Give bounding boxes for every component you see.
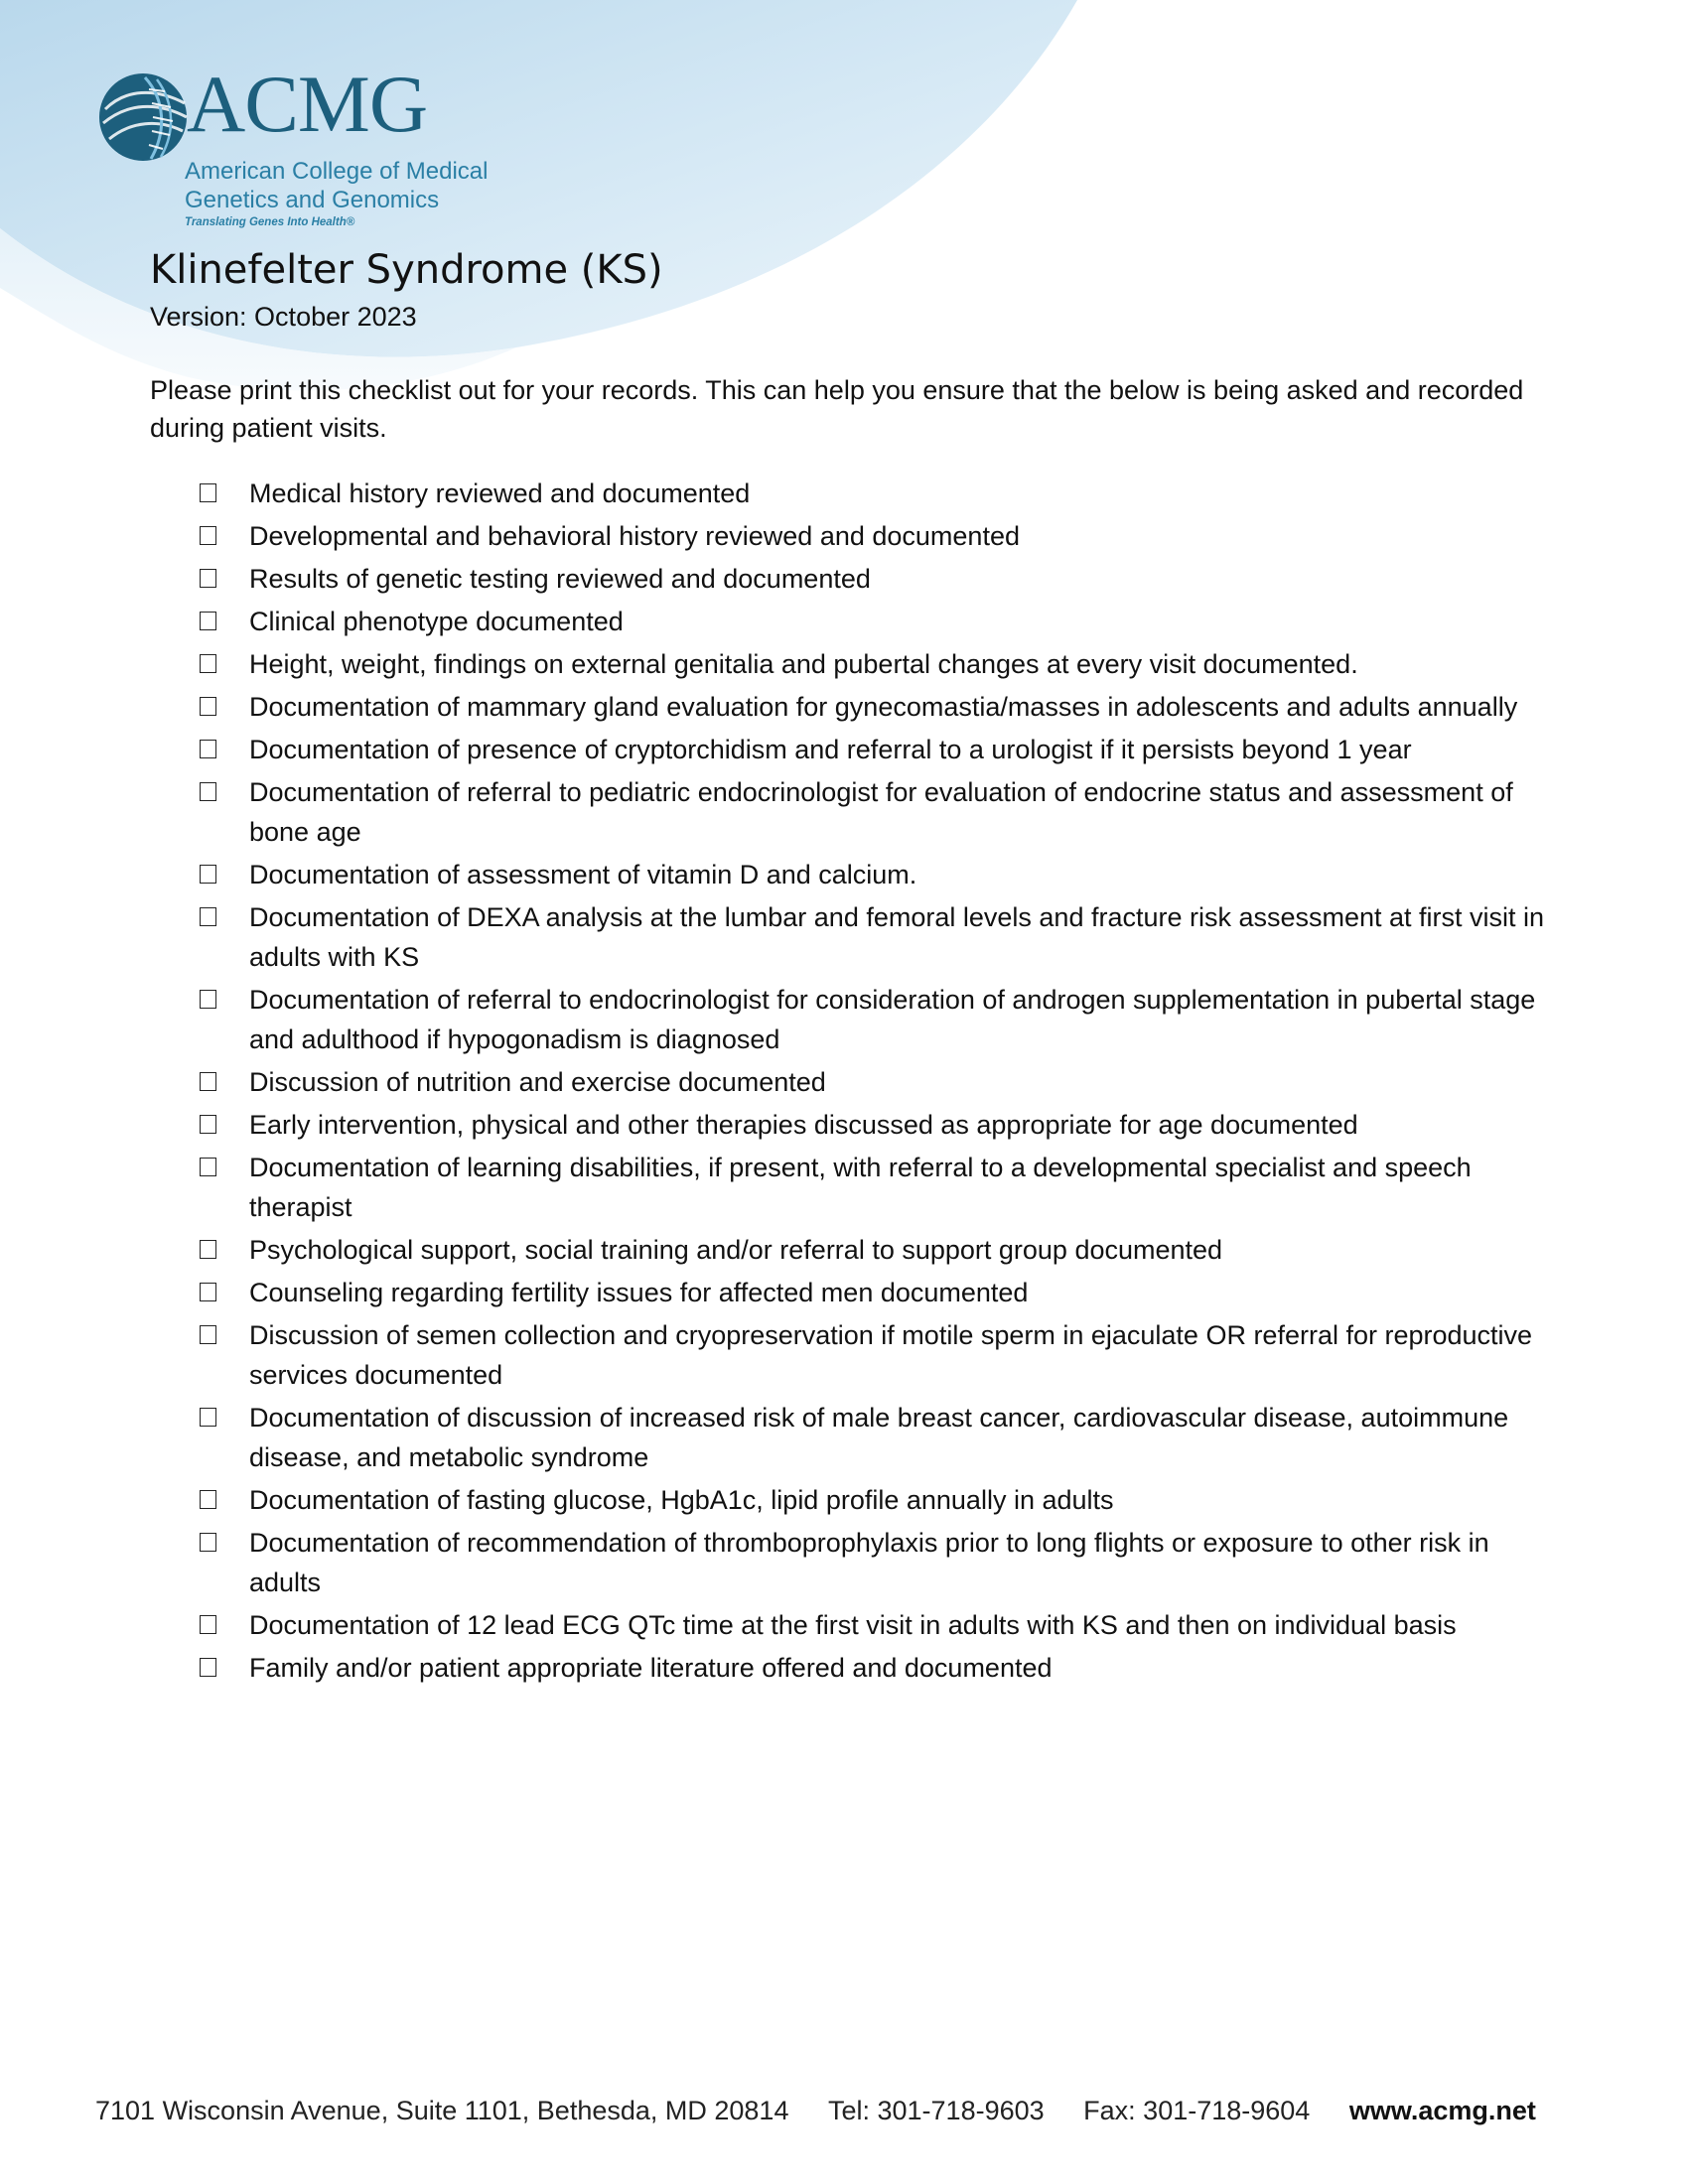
page-title: Klinefelter Syndrome (KS) <box>150 247 663 293</box>
checklist-item <box>150 1480 1565 1520</box>
checklist-item <box>150 687 1565 727</box>
logo-org-name <box>185 157 512 214</box>
checklist-item <box>150 602 1565 641</box>
checkbox[interactable] <box>200 1158 216 1176</box>
checklist-item-label: Clinical phenotype documented <box>249 607 624 636</box>
checklist-item-label: Documentation of DEXA analysis at the lumbar and femoral levels and fracture risk assessment at first visit in adults with KS <box>249 902 1545 972</box>
checklist-item-label: Documentation of referral to endocrinologist for consideration of androgen supplementation in pubertal stage and adulthood if hypogonadism is diagnosed <box>249 985 1536 1054</box>
checkbox[interactable] <box>200 865 216 884</box>
checklist-item-label: Psychological support, social training and/or referral to support group documented <box>249 1235 1223 1265</box>
checklist-item-label: Documentation of 12 lead ECG QTc time at the first visit in adults with KS and then on individual basis <box>249 1610 1457 1640</box>
checklist-item <box>150 474 1565 513</box>
checkbox[interactable] <box>200 740 216 758</box>
checklist-item-label: Early intervention, physical and other therapies discussed as appropriate for age documented <box>249 1110 1358 1140</box>
footer-telephone: Tel: 301-718-9603 <box>827 2096 1045 2125</box>
checklist-item <box>150 559 1565 599</box>
logo-org-name-line1: American College of Medical <box>185 158 489 185</box>
checklist-item <box>150 772 1565 852</box>
footer-address: 7101 Wisconsin Avenue, Suite 1101, Bethesda, MD 20814 <box>95 2096 789 2125</box>
checkbox[interactable] <box>200 569 216 588</box>
logo-org-name-line2: Genetics and Genomics <box>185 187 440 213</box>
checkbox[interactable] <box>200 1240 216 1259</box>
checkbox[interactable] <box>200 1283 216 1301</box>
checkbox[interactable] <box>200 526 216 545</box>
checkbox[interactable] <box>200 1533 216 1552</box>
checklist-item-label: Counseling regarding fertility issues for affected men documented <box>249 1278 1029 1307</box>
checkbox[interactable] <box>200 1115 216 1134</box>
checklist-item <box>150 1062 1565 1102</box>
checkbox[interactable] <box>200 1072 216 1091</box>
checklist-item-label: Documentation of discussion of increased risk of male breast cancer, cardiovascular disease, autoimmune disease, and metabolic syndrome <box>249 1403 1509 1472</box>
checkbox[interactable] <box>200 1658 216 1677</box>
checkbox[interactable] <box>200 1615 216 1634</box>
checklist-item-label: Family and/or patient appropriate literature offered and documented <box>249 1653 1053 1683</box>
checklist-item <box>150 980 1565 1059</box>
logo-tagline: Translating Genes Into Health® <box>185 216 355 228</box>
footer-fax: Fax: 301-718-9604 <box>1083 2096 1311 2125</box>
checklist-item <box>150 855 1565 894</box>
checklist-item-label: Discussion of semen collection and cryopreservation if motile sperm in ejaculate OR referral for reproductive services documented <box>249 1320 1533 1390</box>
checklist-item <box>150 1148 1565 1227</box>
checkbox[interactable] <box>200 1325 216 1344</box>
checklist <box>150 474 1560 1688</box>
checklist-item <box>150 1273 1565 1312</box>
checklist-item-label: Documentation of assessment of vitamin D and calcium. <box>249 860 917 889</box>
checklist-item <box>150 897 1565 977</box>
checklist-item <box>150 730 1565 769</box>
intro-paragraph: Please print this checklist out for your records. This can help you ensure that the below is being asked and recorded during patient visits. <box>150 375 1524 443</box>
checkbox[interactable] <box>200 907 216 926</box>
checkbox[interactable] <box>200 1408 216 1427</box>
checklist-item-label: Documentation of referral to pediatric endocrinologist for evaluation of endocrine status and assessment of bone age <box>249 777 1513 847</box>
checkbox[interactable] <box>200 654 216 673</box>
checklist-item-label: Results of genetic testing reviewed and documented <box>249 564 871 594</box>
checklist-item-label: Documentation of presence of cryptorchidism and referral to a urologist if it persists beyond 1 year <box>249 735 1412 764</box>
checklist-item <box>150 1648 1565 1688</box>
checkbox[interactable] <box>200 782 216 801</box>
checklist-item-label: Medical history reviewed and documented <box>249 478 751 508</box>
acmg-logo <box>95 59 512 234</box>
checklist-item <box>150 644 1565 684</box>
checkbox[interactable] <box>200 483 216 502</box>
checklist-item-label: Documentation of mammary gland evaluation for gynecomastia/masses in adolescents and adults annually <box>249 692 1518 722</box>
document-version: Version: October 2023 <box>150 302 417 332</box>
checklist-item-label: Discussion of nutrition and exercise documented <box>249 1067 826 1097</box>
checkbox[interactable] <box>200 1490 216 1509</box>
checkbox[interactable] <box>200 990 216 1009</box>
document-body <box>150 244 1560 1691</box>
checklist-item-label: Documentation of learning disabilities, if present, with referral to a developmental specialist and speech therapist <box>249 1153 1472 1222</box>
checklist-item-label: Developmental and behavioral history reviewed and documented <box>249 521 1020 551</box>
checklist-item-label: Documentation of fasting glucose, HgbA1c, lipid profile annually in adults <box>249 1485 1114 1515</box>
checklist-item-label: Height, weight, findings on external genitalia and pubertal changes at every visit documented. <box>249 649 1358 679</box>
dna-globe-icon <box>95 69 191 165</box>
checklist-item <box>150 1230 1565 1270</box>
checklist-item-label: Documentation of recommendation of thromboprophylaxis prior to long flights or exposure to other risk in adults <box>249 1528 1489 1597</box>
checklist-item <box>150 1315 1565 1395</box>
checklist-item <box>150 1398 1565 1477</box>
page-footer <box>95 2093 1605 2128</box>
footer-website-link[interactable]: www.acmg.net <box>1348 2096 1536 2125</box>
checklist-item <box>150 1523 1565 1602</box>
checklist-item <box>150 1105 1565 1145</box>
logo-wordmark: ACMG <box>187 59 428 149</box>
checklist-item <box>150 516 1565 556</box>
checklist-item <box>150 1605 1565 1645</box>
checkbox[interactable] <box>200 612 216 630</box>
checkbox[interactable] <box>200 697 216 716</box>
